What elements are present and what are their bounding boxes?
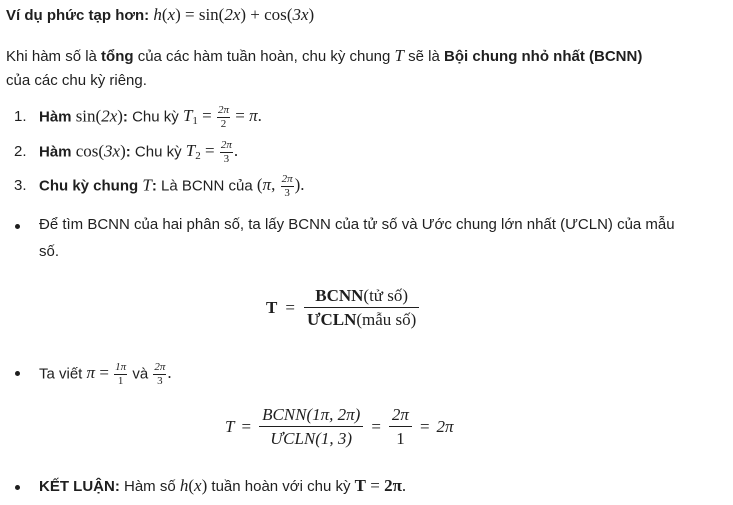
example-heading (6, 5, 314, 25)
intro-bold-lcm: Bội chung nhỏ nhất (BCNN) (444, 48, 643, 65)
intro-line-2: của các chu kỳ riêng. (6, 72, 147, 89)
conclusion-label: KẾT LUẬN: (39, 478, 120, 495)
intro-line-1: Khi hàm số là tổng của các hàm tuần hoàn, chu kỳ chung T sẽ là Bội chung nhỏ nhất (BCNN) (6, 46, 643, 65)
formula-lcm-fraction: T = $\frac{\text{BCNN(tử số)}}{\text{ƯCLN(mẫu số)}}$ (266, 287, 420, 328)
heading-label: Ví dụ phức tạp hơn: (6, 7, 150, 24)
heading-formula: h(x) = sin(2x) + cos(3x) (153, 5, 315, 24)
intro-bold-sum: tổng (101, 48, 134, 65)
formula-period-calculation: T = $\frac{\text{BCNN(1π, 2π)}}{\text{ƯCLN(1, 3)}}$ = $\frac{2\pi}{1}$ = 2π (225, 405, 454, 448)
bullet-dot (15, 485, 20, 490)
bullet-dot (15, 371, 20, 376)
bullet-dot (15, 224, 20, 229)
document-page: Ví dụ phức tạp hơn: h(x) = sin(2x) + cos(3x) Khi hàm số là tổng của các hàm tuần hoàn, chu kỳ chung T sẽ là Bội chung nhỏ nhất (BCNN) của các chu kỳ riêng. 1. Hàm sin(2x): Chu kỳ $T_1$ = $\frac{2\pi}{2}$ = π. 2. Hàm cos(3x): Chu kỳ $T_2$ = $\frac{2\pi}{3}$ . 3. Chu kỳ chung T: Là BCNN của (π, $\frac{2\pi}{3}$ ). Để tìm BCNN của hai phân số, ta lấy BCNN của tử số và Ước chung lớn nhất (ƯCLN) của mẫu số. T = $\frac{\text{BCNN(tử số)}}{\text{ƯCLN(mẫu số)}}$ Ta viết π = $\frac{1\pi}{1}$ và $\frac{2\pi}{3}$ . T = $\frac{\text{BCNN(1π, 2π)}}{\text{ƯCLN(1, 3)}}$ = $\frac{2\pi}{1}$ = 2π KẾT LUẬN: Hàm số h(x) tuần hoàn với chu kỳ T = 2π. (6, 5, 675, 495)
